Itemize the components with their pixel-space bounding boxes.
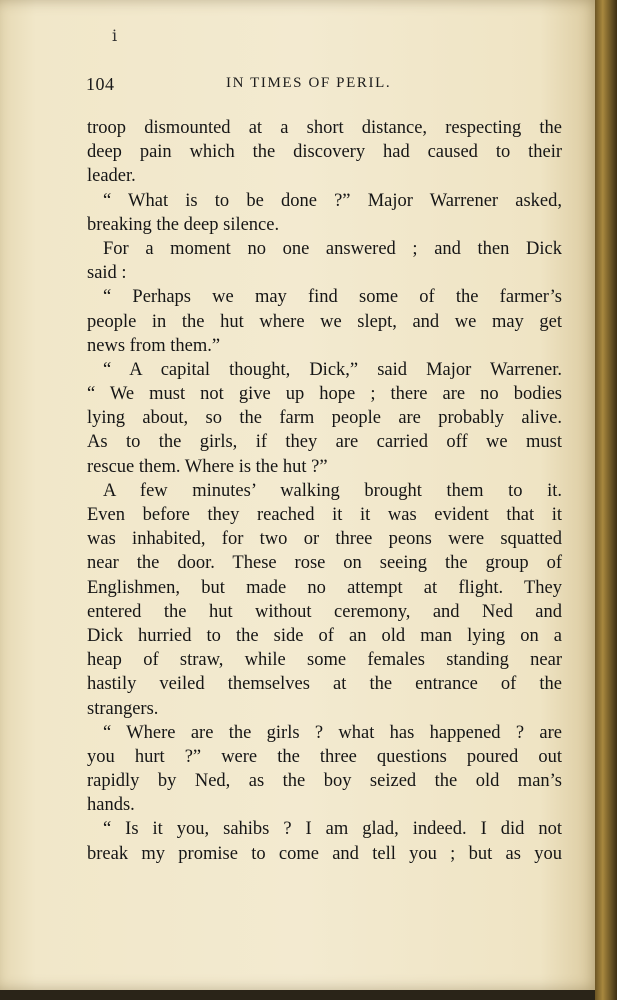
body-text — [87, 116, 562, 866]
text-line: breaking the deep silence. — [87, 214, 280, 235]
text-line: people in the hut where we slept, and we may get — [87, 311, 562, 332]
text-line: “ Perhaps we may find some of the farmer’s — [103, 287, 562, 308]
text-line: leader. — [87, 166, 136, 187]
page-header — [86, 74, 564, 98]
text-line: hastily veiled themselves at the entrance of the — [87, 674, 562, 695]
text-line: A few minutes’ walking brought them to it. — [103, 480, 562, 501]
text-line: break my promise to come and tell you ; but as you — [87, 843, 562, 864]
text-line: lying about, so the farm people are probably alive. — [87, 408, 562, 429]
text-line: “ Is it you, sahibs ? I am glad, indeed. I did not — [103, 819, 562, 840]
text-line: heap of straw, while some females standing near — [87, 650, 562, 671]
text-line: rescue them. Where is the hut ?” — [87, 456, 328, 477]
text-line: near the door. These rose on seeing the group of — [87, 553, 562, 574]
text-line: “ What is to be done ?” Major Warrener asked, — [103, 190, 562, 211]
running-head: IN TIMES OF PERIL. — [226, 75, 392, 91]
ink-mark-icon: ⅰ — [112, 28, 118, 45]
text-line: Dick hurried to the side of an old man lying on a — [87, 625, 562, 646]
text-line: For a moment no one answered ; and then Dick — [103, 238, 562, 259]
text-line: rapidly by Ned, as the boy seized the old man’s — [87, 771, 562, 792]
text-line: you hurt ?” were the three questions poured out — [87, 746, 562, 767]
text-line: “ Where are the girls ? what has happened ? are — [103, 722, 562, 743]
text-line: deep pain which the discovery had caused to their — [87, 142, 562, 163]
text-line: was inhabited, for two or three peons were squatted — [87, 529, 562, 550]
book-spine — [595, 0, 617, 1000]
text-line: hands. — [87, 795, 135, 816]
text-line: news from them.” — [87, 335, 221, 356]
text-line: strangers. — [87, 698, 159, 719]
text-line: “ We must not give up hope ; there are no bodies — [87, 384, 562, 405]
text-line: Englishmen, but made no attempt at flight. They — [87, 577, 562, 598]
text-line: troop dismounted at a short distance, respecting the — [87, 118, 562, 138]
text-line: said : — [87, 263, 127, 284]
text-line: entered the hut without ceremony, and Ned and — [87, 601, 562, 622]
page-number: 104 — [86, 74, 115, 94]
text-line: Even before they reached it it was evident that it — [87, 505, 562, 525]
text-line: “ A capital thought, Dick,” said Major Warrener. — [103, 359, 562, 380]
text-line: As to the girls, if they are carried off we must — [87, 432, 562, 453]
